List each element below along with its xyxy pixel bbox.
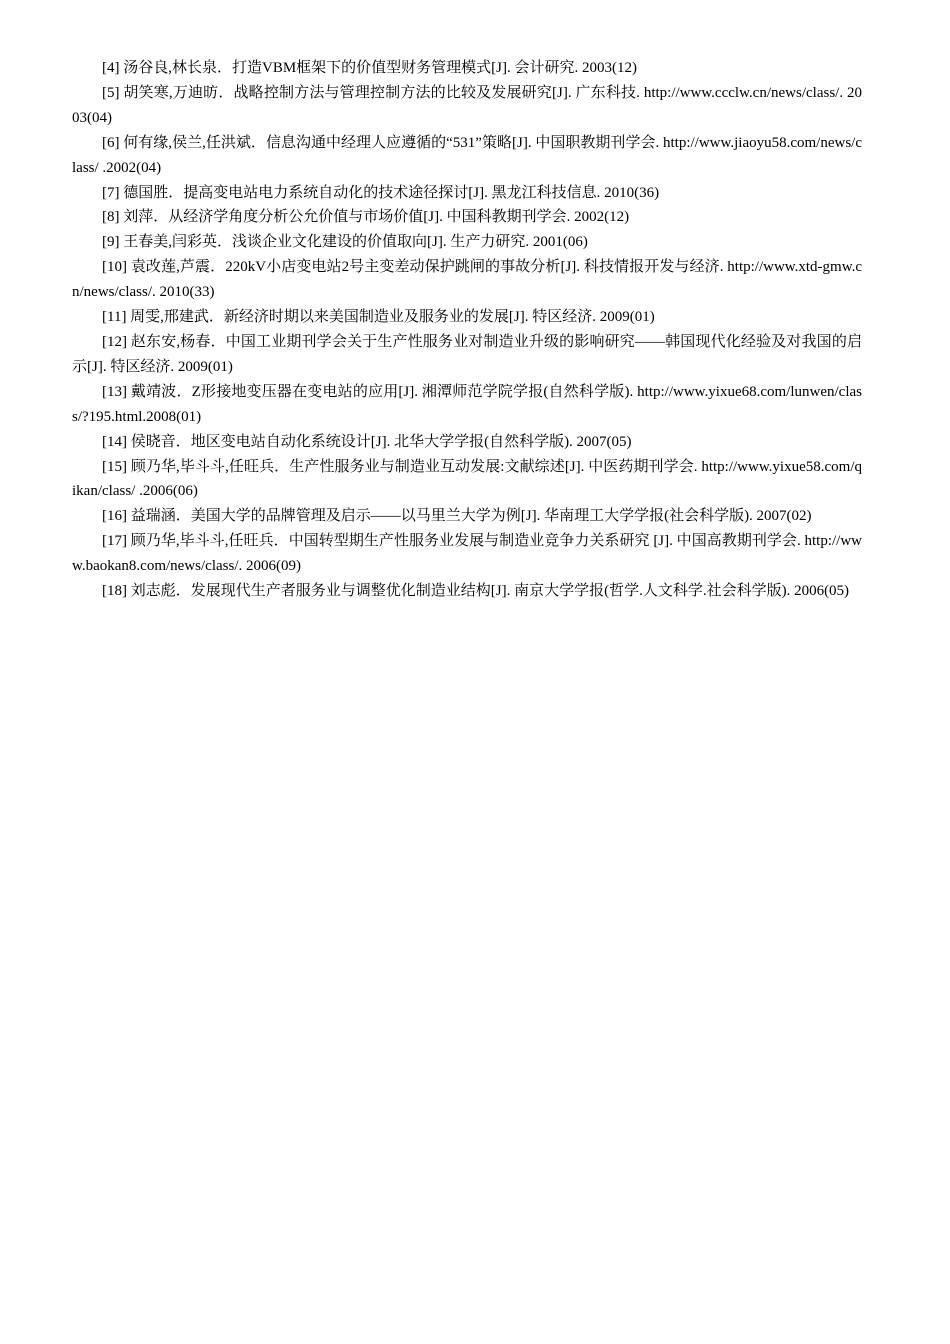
reference-item: [15] 顾乃华,毕斗斗,任旺兵．生产性服务业与制造业互动发展:文献综述[J]. 中医药期刊学会. http://www.yixue58.com/qikan/class/ .2006(06) bbox=[72, 458, 862, 500]
reference-item: [13] 戴靖波．Z形接地变压器在变电站的应用[J]. 湘潭师范学院学报(自然科学版). http://www.yixue68.com/lunwen/class/?195.html.2008(01) bbox=[72, 383, 862, 425]
reference-item: [5] 胡笑寒,万迪昉．战略控制方法与管理控制方法的比较及发展研究[J]. 广东科技. http://www.ccclw.cn/news/class/. 2003(04) bbox=[72, 84, 862, 126]
reference-item: [7] 德国胜．提高变电站电力系统自动化的技术途径探讨[J]. 黑龙江科技信息. 2010(36) bbox=[102, 184, 660, 201]
reference-item: [11] 周雯,邢建武．新经济时期以来美国制造业及服务业的发展[J]. 特区经济. 2009(01) bbox=[102, 309, 655, 326]
reference-list bbox=[72, 56, 862, 604]
reference-item: [18] 刘志彪．发展现代生产者服务业与调整优化制造业结构[J]. 南京大学学报(哲学.人文科学.社会科学版). 2006(05) bbox=[102, 583, 850, 600]
reference-item: [17] 顾乃华,毕斗斗,任旺兵．中国转型期生产性服务业发展与制造业竞争力关系研究 [J]. 中国高教期刊学会. http://www.baokan8.com/news/class/. 2006(09) bbox=[72, 533, 862, 575]
reference-item: [12] 赵东安,杨春．中国工业期刊学会关于生产性服务业对制造业升级的影响研究——韩国现代化经验及对我国的启示[J]. 特区经济. 2009(01) bbox=[72, 333, 862, 375]
reference-item: [4] 汤谷良,林长泉．打造VBM框架下的价值型财务管理模式[J]. 会计研究. 2003(12) bbox=[102, 60, 637, 76]
reference-item: [14] 侯晓音．地区变电站自动化系统设计[J]. 北华大学学报(自然科学版). 2007(05) bbox=[102, 433, 632, 450]
reference-item: [16] 益瑞涵．美国大学的品牌管理及启示——以马里兰大学为例[J]. 华南理工大学学报(社会科学版). 2007(02) bbox=[102, 508, 812, 525]
reference-item: [9] 王春美,闫彩英．浅谈企业文化建设的价值取向[J]. 生产力研究. 2001(06) bbox=[102, 234, 588, 251]
reference-item: [6] 何有缘,侯兰,任洪斌．信息沟通中经理人应遵循的“531”策略[J]. 中国职教期刊学会. http://www.jiaoyu58.com/news/class/ .2002(04) bbox=[72, 134, 862, 176]
reference-item: [8] 刘萍．从经济学角度分析公允价值与市场价值[J]. 中国科教期刊学会. 2002(12) bbox=[102, 209, 630, 226]
reference-item: [10] 袁改莲,芦震．220kV小店变电站2号主变差动保护跳闸的事故分析[J]. 科技情报开发与经济. http://www.xtd-gmw.cn/news/class/. 2010(33) bbox=[72, 259, 862, 301]
